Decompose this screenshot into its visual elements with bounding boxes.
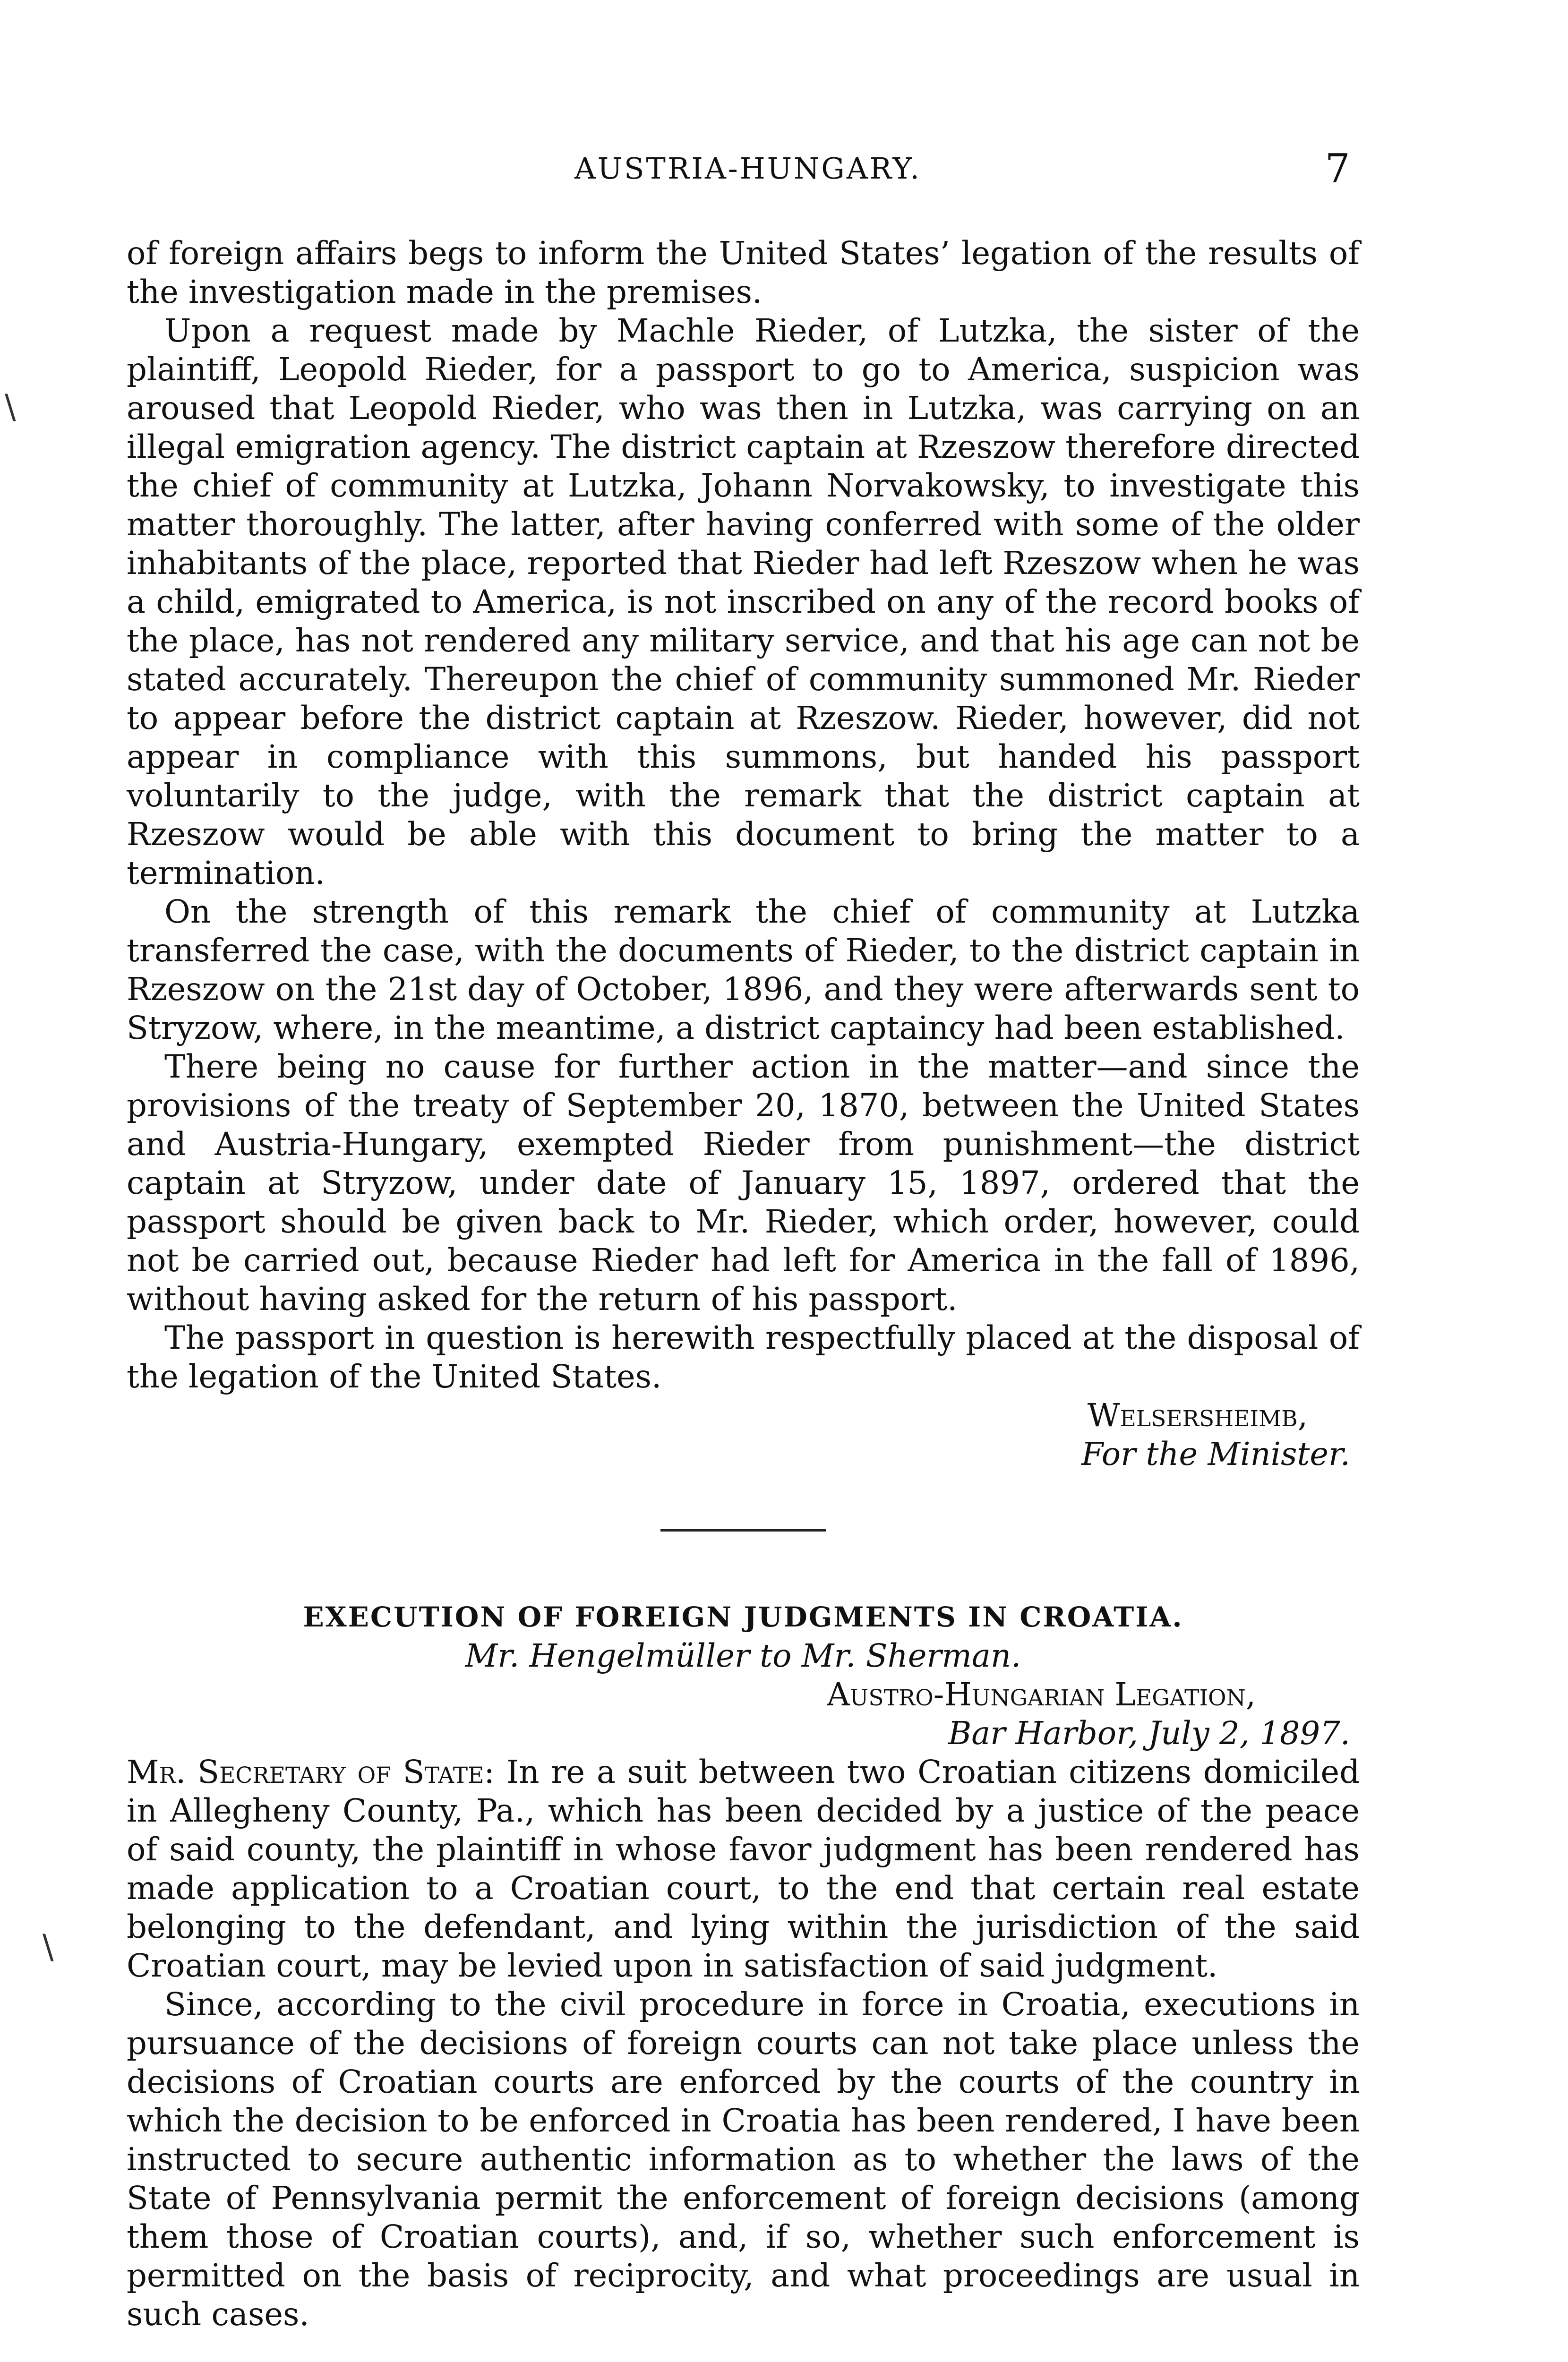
paragraph: of foreign affairs begs to inform the United States’ legation of the results of the investigation made in the premises. xyxy=(127,235,1360,310)
section-heading: EXECUTION OF FOREIGN JUDGMENTS IN CROATIA. xyxy=(303,1601,1183,1633)
legation-name: Austro-Hungarian Legation, xyxy=(827,1676,1256,1713)
signature-name: Welsersheimb, xyxy=(1087,1397,1308,1434)
document-page xyxy=(5,0,1369,2362)
paragraph: There being no cause for further action in the matter—and since the provisions of the treaty of September 20, 1870, between the United States and Austria-Hungary, exempted Rieder from punishment—the district captain at Stryzow, under date of January 15, 1897, ordered that the passport should be given back to Mr. Rieder, which order, however, could not be carried out, because Rieder had left for America in the fall of 1896, without having asked for the return of his passport. xyxy=(127,1048,1360,1318)
document-body xyxy=(127,234,1360,2334)
paragraph: In re a suit between two Croatian citizens domiciled in Allegheny County, Pa., which has been decided by a justice of the peace of said county, the plaintiff in whose favor judgment has been rendered has made application to a Croatian court, to the end that certain real estate belonging to the defendant, and lying within the jurisdiction of the said Croatian court, may be levied upon in satisfaction of said judgment. xyxy=(127,1754,1360,1984)
section-subheading: Mr. Hengelmüller to Mr. Sherman. xyxy=(465,1637,1021,1674)
legation-date: Bar Harbor, July 2, 1897. xyxy=(948,1715,1350,1752)
letter-opening xyxy=(127,1753,1360,1985)
paragraph: The passport in question is herewith respectfully placed at the disposal of the legation of the United States. xyxy=(127,1319,1360,1395)
margin-mark: \ xyxy=(5,387,16,426)
running-title: AUSTRIA-HUNGARY. xyxy=(574,151,922,186)
paragraph: Upon a request made by Machle Rieder, of Lutzka, the sister of the plaintiff, Leopold Rieder, for a passport to go to America, suspicion was aroused that Leopold Rieder, who was then in Lutzka, was carrying on an illegal emigration agency. The district captain at Rzeszow therefore directed the chief of community at Lutzka, Johann Norvakowsky, to investigate this matter thoroughly. The latter, after having conferred with some of the older inhabitants of the place, reported that Rieder had left Rzeszow when he was a child, emigrated to America, is not inscribed on any of the record books of the place, has not rendered any military service, and that his age can not be stated accurately. Thereupon the chief of community summoned Mr. Rieder to appear before the district captain at Rzeszow. Rieder, however, did not appear in compliance with this summons, but handed his passport voluntarily to the judge, with the remark that the district captain at Rzeszow would be able with this document to bring the matter to a termination. xyxy=(127,312,1360,891)
page-number: 7 xyxy=(1325,145,1350,192)
salutation: Mr. Secretary of State: xyxy=(127,1754,495,1790)
page-header xyxy=(127,145,1369,194)
paragraph: Since, according to the civil procedure in force in Croatia, executions in pursuance of the decisions of foreign courts can not take place unless the decisions of Croatian courts are enforced by the courts of the country in which the decision to be enforced in Croatia has been rendered, I have been instructed to secure authentic information as to whether the laws of the State of Pennsylvania permit the enforcement of foreign decisions (among them those of Croatian courts), and, if so, whether such enforcement is permitted on the basis of reciprocity, and what proceedings are usual in such cases. xyxy=(127,1986,1360,2333)
margin-mark: \ xyxy=(43,1927,54,1966)
paragraph: On the strength of this remark the chief of community at Lutzka transferred the case, with the documents of Rieder, to the district captain in Rzeszow on the 21st day of October, 1896, and they were afterwards sent to Stryzow, where, in the meantime, a district captaincy had been established. xyxy=(127,893,1360,1046)
section-divider xyxy=(660,1529,826,1532)
signature-for: For the Minister. xyxy=(1081,1436,1350,1472)
